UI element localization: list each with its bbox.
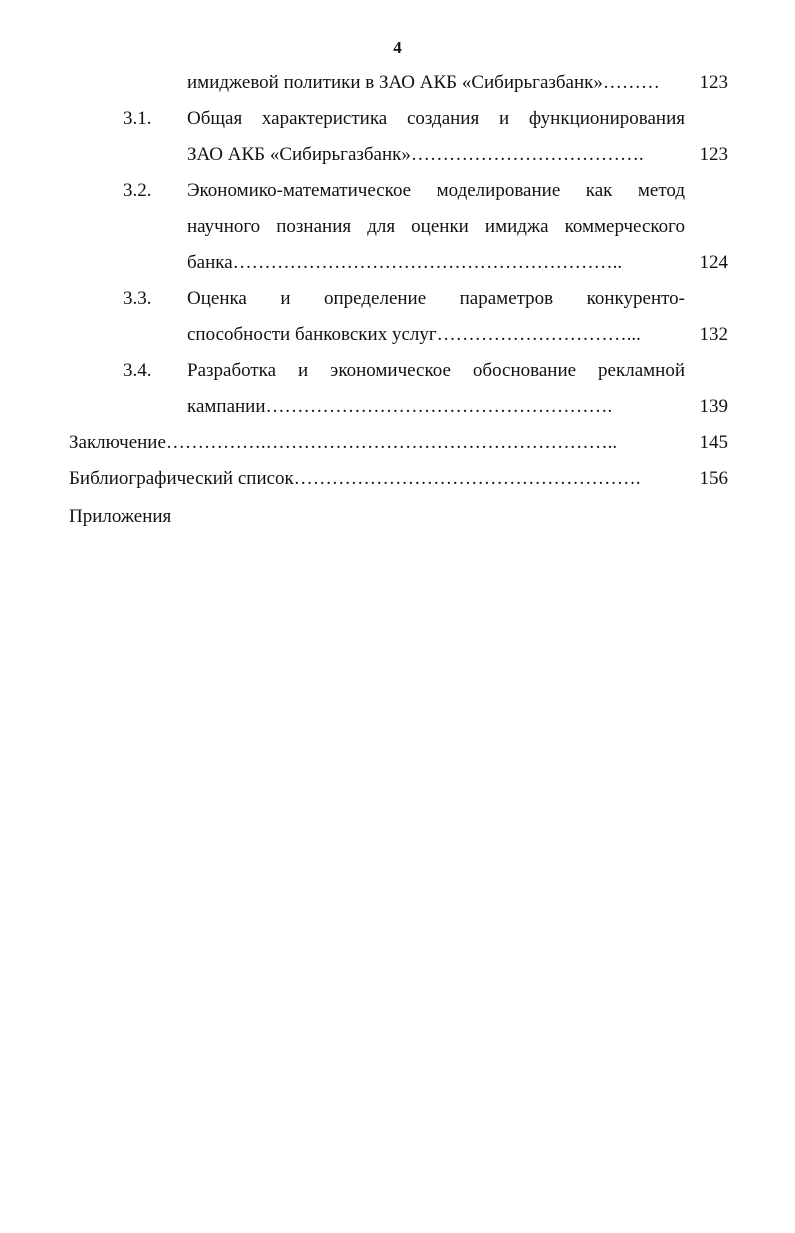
toc-entry-continuation	[187, 71, 677, 95]
toc-leader-dots: ………	[602, 72, 660, 93]
toc-entry-text: способности банковских услуг	[187, 324, 437, 345]
toc-entry-appendices: Приложения	[69, 506, 172, 527]
toc-leader-dots: ……………………………………………….	[293, 468, 641, 489]
toc-entry-line: Разработка и экономическое обоснование рекламной	[187, 360, 685, 381]
toc-entry-line-last	[187, 395, 672, 419]
toc-page-number: 123	[699, 72, 728, 93]
toc-page-number: 124	[699, 252, 728, 273]
toc-entry-line: Экономико-математическое моделирование как метод	[187, 180, 685, 201]
toc-entry-conclusion	[69, 431, 673, 455]
toc-leader-dots: …………………………...	[436, 324, 641, 345]
toc-section-number: 3.3.	[123, 288, 152, 309]
toc-leader-dots: ……………………………………………………..	[232, 252, 623, 273]
toc-entry-line: Оценка и определение параметров конкуренто-	[187, 288, 685, 309]
toc-entry-line-last	[187, 143, 677, 167]
toc-leader-dots: ……………………………….	[410, 144, 644, 165]
toc-page-number: 145	[699, 432, 728, 453]
page-number: 4	[393, 38, 402, 57]
toc-section-number: 3.2.	[123, 180, 152, 201]
toc-entry-text: имиджевой политики в ЗАО АКБ «Сибирьгазбанк»	[187, 72, 603, 93]
toc-page-number: 132	[699, 324, 728, 345]
toc-entry-text: банка	[187, 252, 233, 273]
toc-section-number: 3.4.	[123, 360, 152, 381]
toc-entry-line: Общая характеристика создания и функционирования	[187, 108, 685, 129]
toc-page-number: 156	[699, 468, 728, 489]
toc-leader-dots: ……………………………………………….	[265, 396, 613, 417]
toc-entry-text: ЗАО АКБ «Сибирьгазбанк»	[187, 144, 411, 165]
toc-page-number: 123	[699, 144, 728, 165]
toc-entry-line-last	[187, 251, 677, 275]
toc-leader-dots: …………….………………………………………………..	[165, 432, 618, 453]
toc-entry-text: кампании	[187, 396, 266, 417]
toc-entry-line: научного познания для оценки имиджа коммерческого	[187, 216, 685, 237]
toc-entry-line-last	[187, 323, 667, 347]
toc-entry-bibliography	[69, 467, 675, 491]
toc-entry-text: Заключение	[69, 432, 166, 453]
toc-section-number: 3.1.	[123, 108, 152, 129]
toc-entry-text: Библиографический список	[69, 468, 294, 489]
toc-page-number: 139	[699, 396, 728, 417]
